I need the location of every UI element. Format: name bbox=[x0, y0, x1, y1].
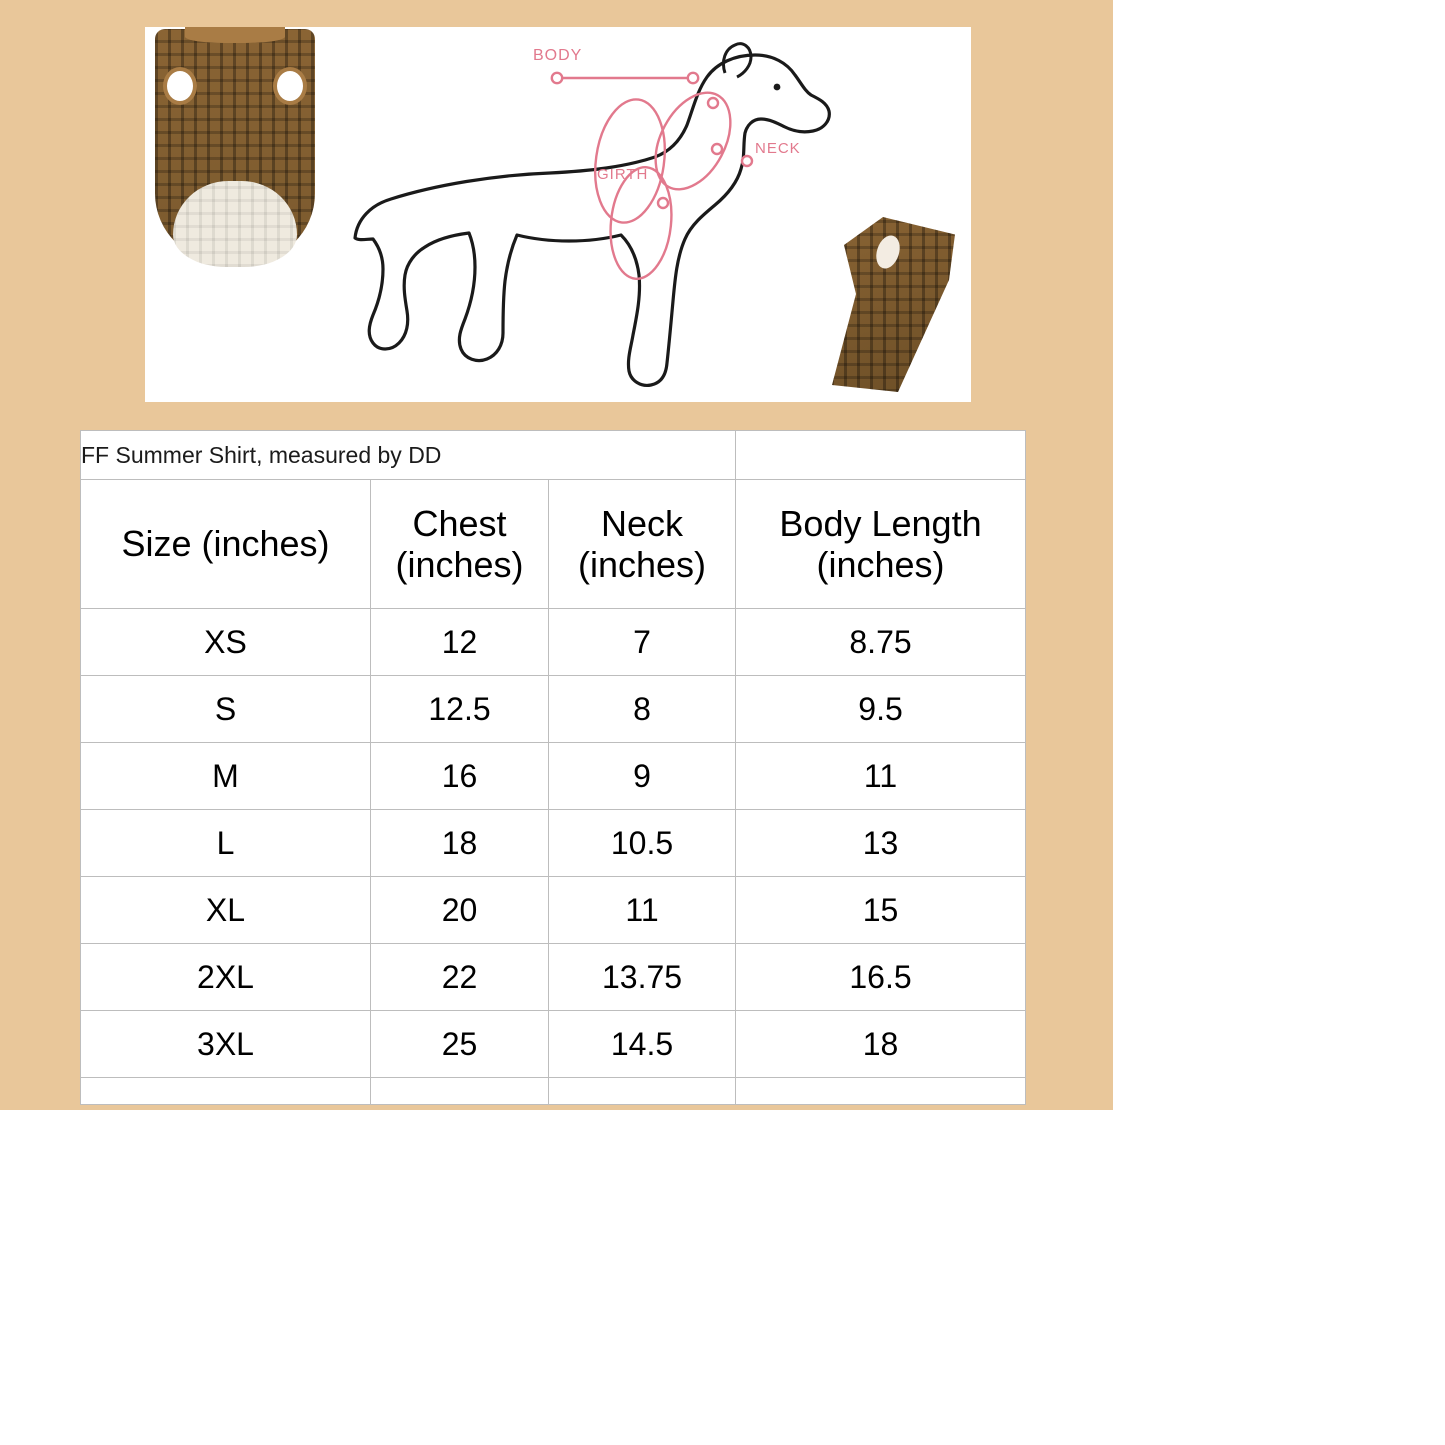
header-size-line2: Size (inches) bbox=[121, 523, 330, 565]
cell-chest: 25 bbox=[371, 1011, 549, 1078]
cell-body-length: 16.5 bbox=[736, 944, 1026, 1011]
cell-body-length: 15 bbox=[736, 877, 1026, 944]
header-chest-line2: (inches) bbox=[395, 544, 524, 585]
dog-measurement-outline bbox=[325, 33, 845, 403]
table-title-blank-cell bbox=[736, 431, 1026, 480]
cell-neck: 11 bbox=[549, 877, 736, 944]
table-row bbox=[81, 877, 1026, 944]
shirt-collar bbox=[185, 27, 285, 43]
label-neck: NECK bbox=[755, 140, 801, 157]
bottom-cell-size bbox=[81, 1078, 371, 1105]
cell-body-length: 11 bbox=[736, 743, 1026, 810]
cell-body-length: 13 bbox=[736, 810, 1026, 877]
cell-chest: 12 bbox=[371, 609, 549, 676]
table-bottom-row bbox=[81, 1078, 1026, 1105]
size-chart-table bbox=[80, 430, 1026, 1105]
cell-neck: 14.5 bbox=[549, 1011, 736, 1078]
cell-size: S bbox=[81, 676, 371, 743]
label-body: BODY bbox=[533, 47, 583, 64]
cell-neck: 13.75 bbox=[549, 944, 736, 1011]
header-chest bbox=[371, 480, 549, 609]
header-body-line1: Body Length bbox=[779, 502, 982, 544]
header-body-line2: (inches) bbox=[816, 544, 945, 585]
cell-size: L bbox=[81, 810, 371, 877]
size-chart-sheet bbox=[80, 430, 1025, 1105]
table-title-row bbox=[81, 431, 1026, 480]
cell-size: 2XL bbox=[81, 944, 371, 1011]
bottom-cell-body bbox=[736, 1078, 1026, 1105]
measurement-diagram-card bbox=[145, 27, 971, 402]
shirt-belly-panel bbox=[173, 181, 297, 267]
cell-chest: 22 bbox=[371, 944, 549, 1011]
table-row bbox=[81, 676, 1026, 743]
cell-neck: 9 bbox=[549, 743, 736, 810]
header-neck bbox=[549, 480, 736, 609]
cell-body-length: 8.75 bbox=[736, 609, 1026, 676]
dog-shirt-side-image bbox=[805, 217, 965, 397]
cell-neck: 8 bbox=[549, 676, 736, 743]
dog-shirt-front-image bbox=[155, 29, 315, 269]
header-neck-line1: Neck bbox=[600, 502, 684, 544]
table-row bbox=[81, 810, 1026, 877]
cell-chest: 20 bbox=[371, 877, 549, 944]
cell-size: XL bbox=[81, 877, 371, 944]
table-title-cell: FF Summer Shirt, measured by DD bbox=[81, 431, 736, 480]
bottom-cell-neck bbox=[549, 1078, 736, 1105]
shirt-armhole-right bbox=[273, 67, 307, 105]
header-size bbox=[81, 480, 371, 609]
shirt-armhole-left bbox=[163, 67, 197, 105]
cell-chest: 16 bbox=[371, 743, 549, 810]
cell-size: XS bbox=[81, 609, 371, 676]
label-girth: GIRTH bbox=[597, 166, 649, 183]
header-body-length bbox=[736, 480, 1026, 609]
table-row bbox=[81, 609, 1026, 676]
table-header-row bbox=[81, 480, 1026, 609]
cell-body-length: 18 bbox=[736, 1011, 1026, 1078]
bottom-cell-chest bbox=[371, 1078, 549, 1105]
cell-size: 3XL bbox=[81, 1011, 371, 1078]
table-row bbox=[81, 944, 1026, 1011]
cell-chest: 18 bbox=[371, 810, 549, 877]
table-row bbox=[81, 743, 1026, 810]
table-row bbox=[81, 1011, 1026, 1078]
cell-neck: 7 bbox=[549, 609, 736, 676]
header-neck-line2: (inches) bbox=[577, 544, 707, 585]
cell-body-length: 9.5 bbox=[736, 676, 1026, 743]
cell-chest: 12.5 bbox=[371, 676, 549, 743]
header-chest-line1: Chest bbox=[412, 502, 507, 544]
cell-neck: 10.5 bbox=[549, 810, 736, 877]
cell-size: M bbox=[81, 743, 371, 810]
